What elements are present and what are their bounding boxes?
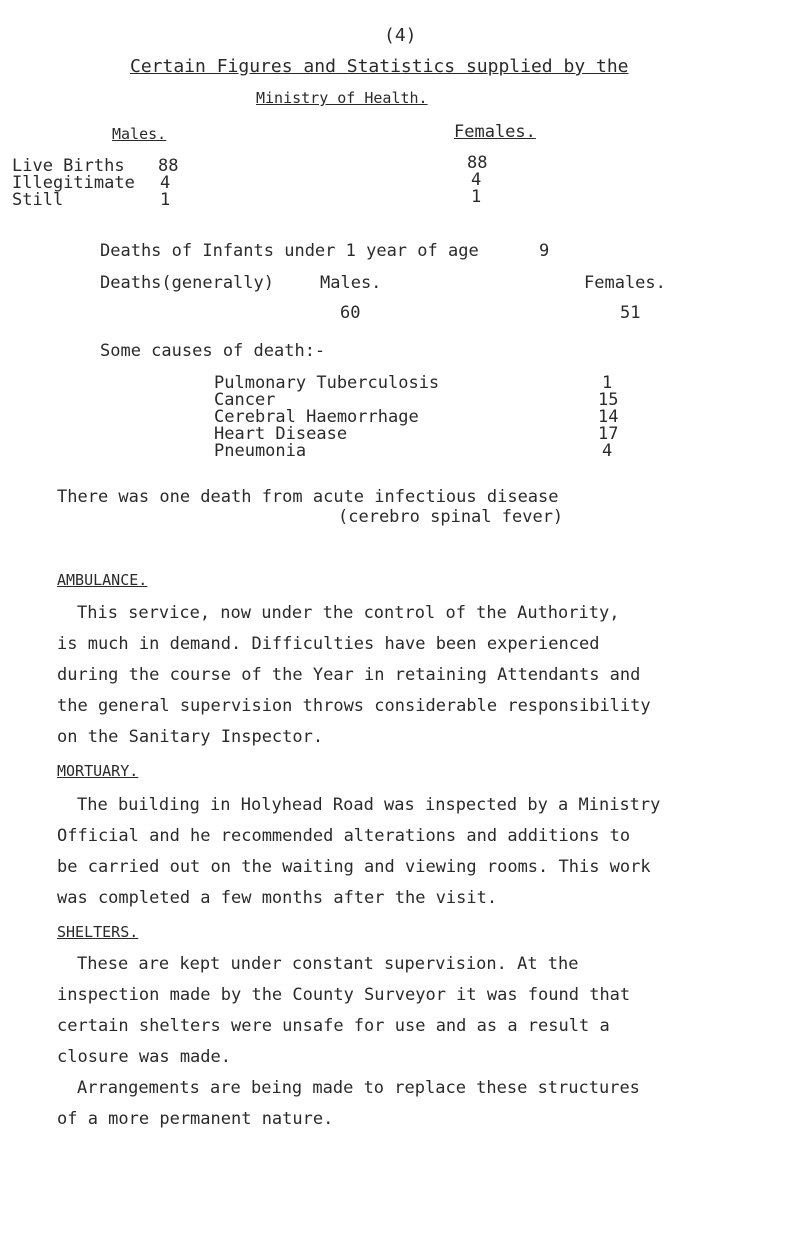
births-row-females: 88 xyxy=(467,153,488,173)
births-row-label: Still xyxy=(12,190,64,210)
shelters-heading: SHELTERS. xyxy=(57,923,139,941)
males-header: Males. xyxy=(112,125,167,143)
infectious-disease-line: There was one death from acute infectious disease xyxy=(57,487,559,507)
births-row-males: 4 xyxy=(160,173,171,193)
paragraph-line: on the Sanitary Inspector. xyxy=(57,727,324,747)
document-title-line2: Ministry of Health. xyxy=(256,89,428,107)
deaths-females-label: Females. xyxy=(584,273,666,293)
cause-name: Heart Disease xyxy=(214,424,348,444)
document-title: Certain Figures and Statistics supplied by the xyxy=(130,56,629,77)
cause-count: 1 xyxy=(602,373,613,393)
paragraph-line: was completed a few months after the visit. xyxy=(57,888,498,908)
paragraph-line: The building in Holyhead Road was inspected by a Ministry xyxy=(77,795,661,815)
infant-deaths-value: 9 xyxy=(539,241,550,261)
cause-count: 4 xyxy=(602,441,613,461)
deaths-generally-label: Deaths(generally) xyxy=(100,273,274,293)
deaths-males-value: 60 xyxy=(340,303,361,323)
paragraph-line: Official and he recommended alterations and additions to xyxy=(57,826,631,846)
mortuary-heading: MORTUARY. xyxy=(57,762,139,780)
births-row-label: Live Births xyxy=(12,156,125,176)
paragraph-line: is much in demand. Difficulties have been experienced xyxy=(57,634,600,654)
paragraph-line: This service, now under the control of the Authority, xyxy=(77,603,620,623)
paragraph-line: These are kept under constant supervision. At the xyxy=(77,954,579,974)
page-number: (4) xyxy=(384,25,417,46)
cause-count: 15 xyxy=(598,390,619,410)
paragraph-line: inspection made by the County Surveyor it was found that xyxy=(57,985,631,1005)
cause-name: Cerebral Haemorrhage xyxy=(214,407,419,427)
births-row-label: Illegitimate xyxy=(12,173,135,193)
deaths-females-value: 51 xyxy=(620,303,641,323)
paragraph-line: be carried out on the waiting and viewing rooms. This work xyxy=(57,857,651,877)
cause-name: Pneumonia xyxy=(214,441,307,461)
paragraph-line: Arrangements are being made to replace these structures xyxy=(77,1078,640,1098)
births-row-males: 1 xyxy=(160,190,171,210)
births-row-females: 1 xyxy=(471,187,482,207)
females-header: Females. xyxy=(454,122,536,142)
births-row-males: 88 xyxy=(158,156,179,176)
births-row-females: 4 xyxy=(471,170,482,190)
infectious-disease-note: (cerebro spinal fever) xyxy=(338,507,564,527)
ambulance-heading: AMBULANCE. xyxy=(57,571,148,589)
paragraph-line: during the course of the Year in retaining Attendants and xyxy=(57,665,641,685)
deaths-males-label: Males. xyxy=(320,273,382,293)
cause-name: Cancer xyxy=(214,390,276,410)
shelters-paragraph xyxy=(57,956,777,1156)
cause-count: 17 xyxy=(598,424,619,444)
paragraph-line: closure was made. xyxy=(57,1047,231,1067)
cause-count: 14 xyxy=(598,407,619,427)
paragraph-line: of a more permanent nature. xyxy=(57,1109,334,1129)
causes-heading: Some causes of death:- xyxy=(100,341,326,361)
infant-deaths-label: Deaths of Infants under 1 year of age xyxy=(100,241,479,261)
cause-name: Pulmonary Tuberculosis xyxy=(214,373,440,393)
mortuary-paragraph xyxy=(57,797,777,927)
paragraph-line: certain shelters were unsafe for use and as a result a xyxy=(57,1016,610,1036)
ambulance-paragraph xyxy=(57,605,777,765)
paragraph-line: the general supervision throws considerable responsibility xyxy=(57,696,651,716)
